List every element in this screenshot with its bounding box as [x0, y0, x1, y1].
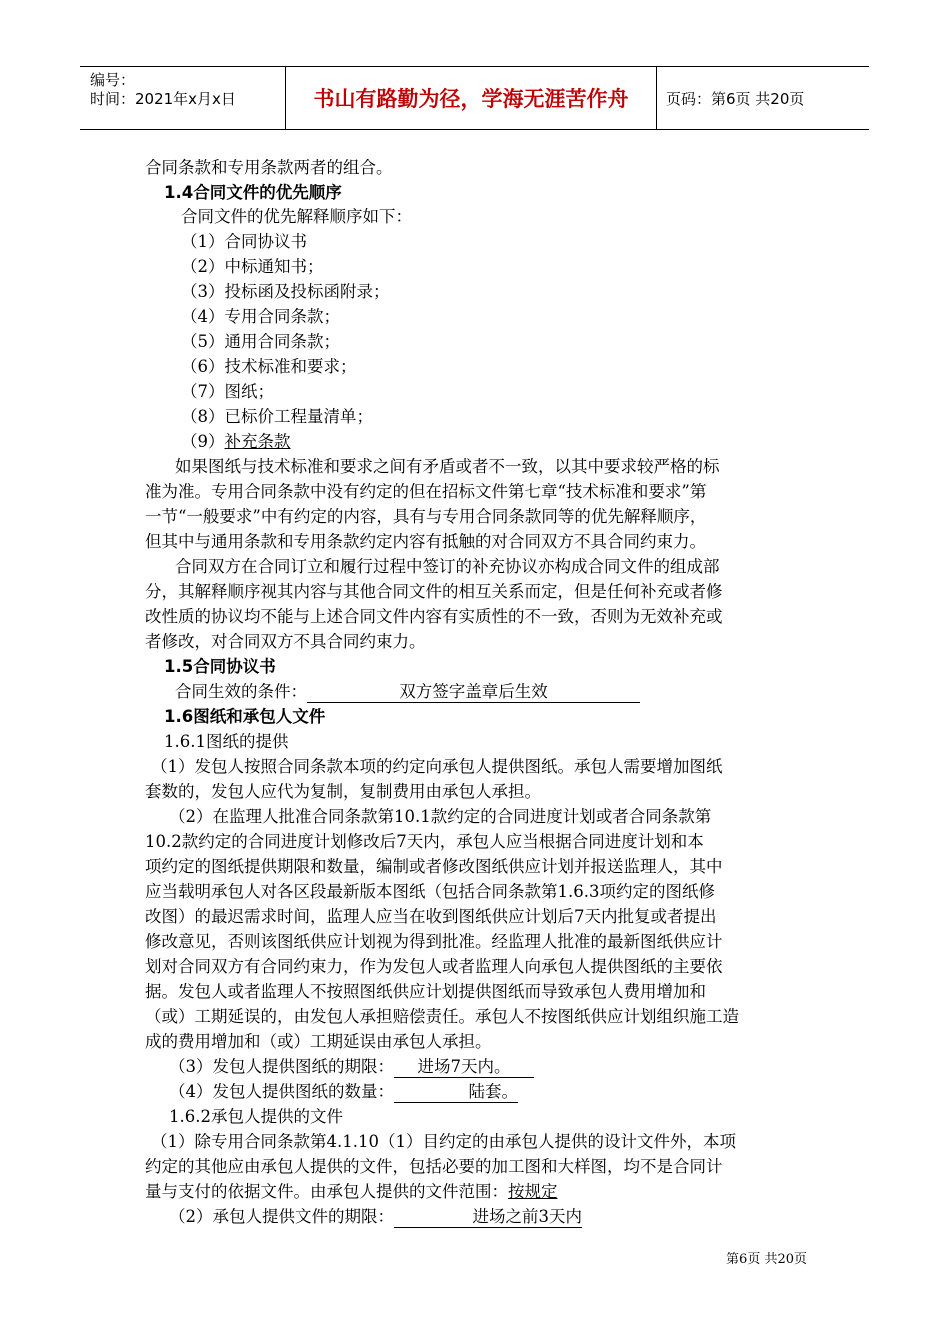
- paragraph-line: 合同双方在合同订立和履行过程中签订的补充协议亦构成合同文件的组成部: [175, 557, 720, 576]
- document-period-label: （2）承包人提供文件的期限：: [169, 1207, 394, 1226]
- paragraph-line: 但其中与通用条款和专用条款约定内容有抵触的对合同双方不具合同约束力。: [145, 532, 706, 551]
- list-item: （2）中标通知书；: [181, 257, 324, 276]
- paragraph-line: 项约定的图纸提供期限和数量，编制或者修改图纸供应计划并报送监理人，其中: [145, 857, 723, 876]
- paragraph-line: 据。发包人或者监理人不按照图纸供应计划提供图纸而导致承包人费用增加和: [145, 982, 706, 1001]
- text-line: 合同文件的优先解释顺序如下：: [181, 207, 412, 226]
- list-item: （4）专用合同条款；: [181, 307, 340, 326]
- list-item: （1）合同协议书: [181, 232, 307, 251]
- drawing-period: [169, 1055, 534, 1079]
- paragraph-line: 改性质的协议均不能与上述合同文件内容有实质性的不一致，否则为无效补充或: [145, 607, 723, 626]
- list-item: [181, 430, 291, 454]
- paragraph-line: （1）发包人按照合同条款本项的约定向承包人提供图纸。承包人需要增加图纸: [151, 757, 723, 776]
- paragraph-line: 一节“一般要求”中有约定的内容，具有与专用合同条款同等的优先解释顺序，: [145, 507, 707, 526]
- paragraph-line: [145, 1180, 558, 1204]
- list-item: （7）图纸；: [181, 382, 274, 401]
- list-item-value: 补充条款: [224, 432, 291, 451]
- scope-value: 按规定: [508, 1182, 558, 1201]
- drawing-period-value: 进场7天内。: [394, 1057, 534, 1078]
- paragraph-line: 如果图纸与技术标准和要求之间有矛盾或者不一致，以其中要求较严格的标: [175, 457, 720, 476]
- paragraph-line: 应当载明承包人对各区段最新版本图纸（包括合同条款第1.6.3项约定的图纸修: [145, 882, 715, 901]
- document-period: [169, 1205, 582, 1229]
- subsection-heading-1-6-2: 1.6.2承包人提供的文件: [169, 1107, 343, 1126]
- paragraph-line: 成的费用增加和（或）工期延误由承包人承担。: [145, 1032, 492, 1051]
- paragraph-line: 修改意见，否则该图纸供应计划视为得到批准。经监理人批准的最新图纸供应计: [145, 932, 723, 951]
- paragraph-line: 分，其解释顺序视其内容与其他合同文件的相互关系而定，但是任何补充或者修: [145, 582, 723, 601]
- header-page-number: 页码：第6页 共20页: [666, 89, 805, 108]
- effect-condition: [175, 680, 640, 704]
- list-item: （3）投标函及投标函附录；: [181, 282, 390, 301]
- effect-condition-label: 合同生效的条件：: [175, 682, 307, 701]
- paragraph-line: （2）在监理人批准合同条款第10.1款约定的合同进度计划或者合同条款第: [169, 807, 712, 826]
- paragraph-line: 改图）的最迟需求时间，监理人应当在收到图纸供应计划后7天内批复或者提出: [145, 907, 717, 926]
- paragraph-line: 划对合同双方有合同约束力，作为发包人或者监理人向承包人提供图纸的主要依: [145, 957, 723, 976]
- list-item: （8）已标价工程量清单；: [181, 407, 373, 426]
- drawing-quantity: [169, 1080, 518, 1104]
- page-header: [80, 66, 869, 130]
- paragraph-line: （1）除专用合同条款第4.1.10（1）目约定的由承包人提供的设计文件外，本项: [151, 1132, 736, 1151]
- drawing-quantity-label: （4）发包人提供图纸的数量：: [169, 1082, 394, 1101]
- drawing-quantity-value: 陆套。: [394, 1082, 518, 1103]
- list-item: （5）通用合同条款；: [181, 332, 340, 351]
- document-number-label: 编号：: [90, 71, 136, 89]
- page-footer: 第6页 共20页: [726, 1252, 807, 1267]
- list-item-prefix: （9）: [181, 432, 225, 451]
- paragraph-line: 约定的其他应由承包人提供的文件，包括必要的加工图和大样图，均不是合同计: [145, 1157, 723, 1176]
- section-heading-1-4: 1.4合同文件的优先顺序: [164, 183, 342, 202]
- document-period-value: 进场之前3天内: [394, 1207, 582, 1228]
- paragraph-line: （或）工期延误的，由发包人承担赔偿责任。承包人不按图纸供应计划组织施工造: [145, 1007, 739, 1026]
- header-meta: [80, 67, 286, 129]
- section-heading-1-6: 1.6图纸和承包人文件: [164, 707, 326, 726]
- subsection-heading-1-6-1: 1.6.1图纸的提供: [164, 732, 289, 751]
- paragraph-line: 10.2款约定的合同进度计划修改后7天内，承包人应当根据合同进度计划和本: [145, 832, 704, 851]
- section-heading-1-5: 1.5合同协议书: [164, 657, 276, 676]
- list-item: （6）技术标准和要求；: [181, 357, 357, 376]
- paragraph-line: 准为准。专用合同条款中没有约定的但在招标文件第七章“技术标准和要求”第: [145, 482, 707, 501]
- text-line: 合同条款和专用条款两者的组合。: [145, 158, 393, 177]
- paragraph-line: 者修改，对合同双方不具合同约束力。: [145, 632, 426, 651]
- document-date: 时间：2021年x月x日: [90, 90, 236, 108]
- drawing-period-label: （3）发包人提供图纸的期限：: [169, 1057, 394, 1076]
- paragraph-line: 套数的，发包人应代为复制，复制费用由承包人承担。: [145, 782, 541, 801]
- scope-label: 量与支付的依据文件。由承包人提供的文件范围：: [145, 1182, 508, 1201]
- effect-condition-value: 双方签字盖章后生效: [307, 682, 640, 703]
- header-motto: 书山有路勤为径，学海无涯苦作舟: [286, 67, 657, 129]
